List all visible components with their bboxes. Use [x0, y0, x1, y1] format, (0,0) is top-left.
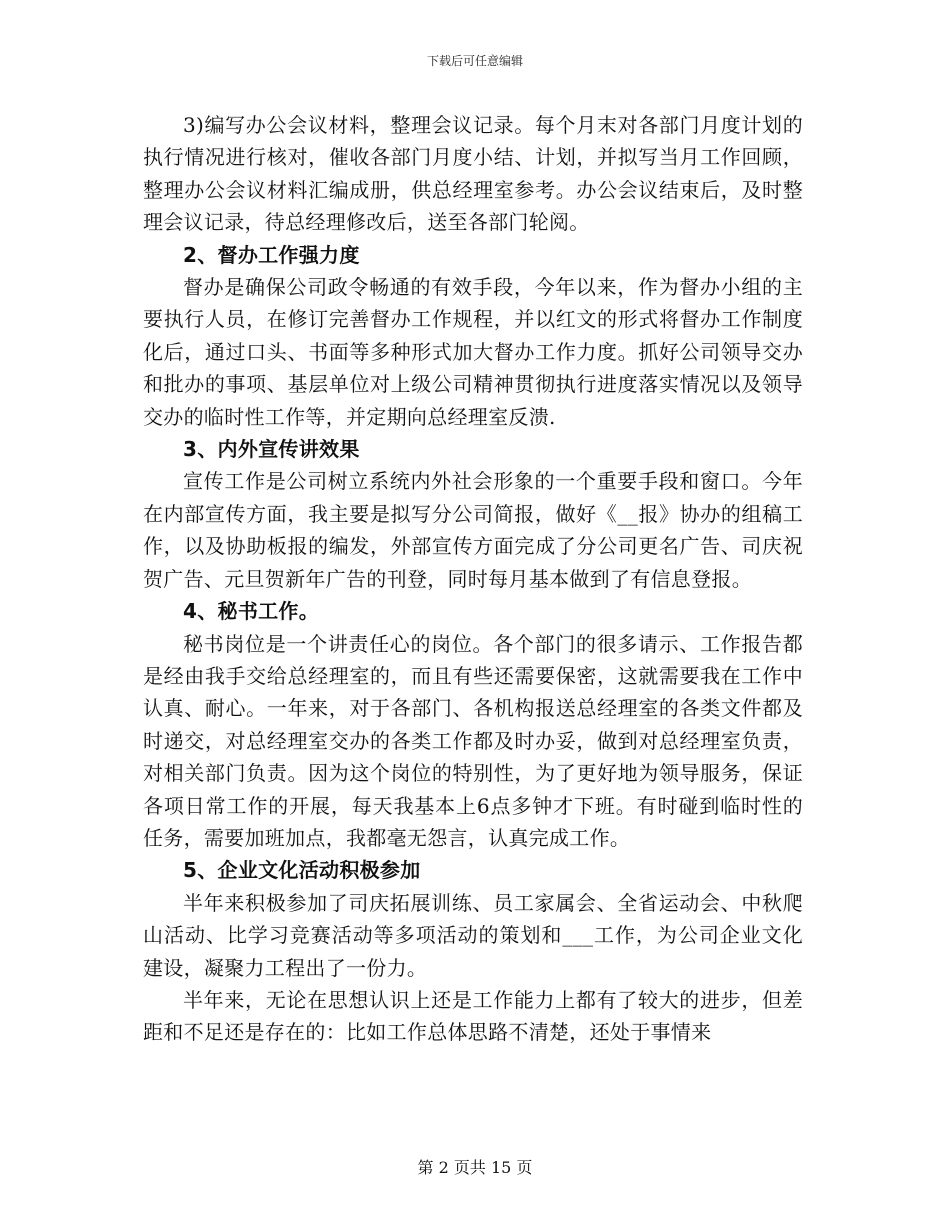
paragraph-publicity: 宣传工作是公司树立系统内外社会形象的一个重要手段和窗口。今年在内部宣传方面，我主要是拟写分公司简报，做好《__报》协办的组稿工作，以及协助板报的编发，外部宣传方面完成了分公司更名广告、司庆祝贺广告、元旦贺新年广告的刊登，同时每月基本做到了有信息登报。: [143, 469, 803, 591]
section-heading-secretary: 4、秘书工作。: [183, 599, 320, 624]
paragraph-supervision: 督办是确保公司政令畅通的有效手段，今年以来，作为督办小组的主要执行人员，在修订完善督办工作规程，并以红文的形式将督办工作制度化后，通过口头、书面等多种形式加大督办工作力度。抓好公司领导交办和批办的事项、基层单位对上级公司精神贯彻执行进度落实情况以及领导交办的临时性工作等，并定期向总经理室反溃.: [143, 275, 803, 429]
paragraph-meeting-materials: 3)编写办公会议材料，整理会议记录。每个月末对各部门月度计划的执行情况进行核对，催收各部门月度小结、计划，并拟写当月工作回顾，整理办公会议材料汇编成册，供总经理室参考。办公会议结束后，及时整理会议记录，待总经理修改后，送至各部门轮阅。: [143, 113, 803, 235]
document-body: [143, 109, 803, 1049]
paragraph-culture: 半年来积极参加了司庆拓展训练、员工家属会、全省运动会、中秋爬山活动、比学习竞赛活动等多项活动的策划和___工作，为公司企业文化建设，凝聚力工程出了一份力。: [143, 890, 803, 980]
page-footer: 第 2 页共 15 页: [417, 1158, 533, 1177]
paragraph-summary: 半年来，无论在思想认识上还是工作能力上都有了较大的进步，但差距和不足还是存在的：比如工作总体思路不清楚，还处于事情来: [143, 987, 803, 1045]
paragraph-secretary: 秘书岗位是一个讲责任心的岗位。各个部门的很多请示、工作报告都是经由我手交给总经理室的，而且有些还需要保密，这就需要我在工作中认真、耐心。一年来，对于各部门、各机构报送总经理室的各类文件都及时递交，对总经理室交办的各类工作都及时办妥，做到对总经理室负责，对相关部门负责。因为这个岗位的特别性，为了更好地为领导服务，保证各项日常工作的开展，每天我基本上6点多钟才下班。有时碰到临时性的任务，需要加班加点，我都毫无怨言，认真完成工作。: [143, 631, 803, 850]
section-heading-supervision: 2、督办工作强力度: [183, 242, 360, 267]
section-heading-culture: 5、企业文化活动积极参加: [183, 858, 421, 883]
header-note: 下载后可任意编辑: [426, 54, 523, 68]
section-heading-publicity: 3、内外宣传讲效果: [183, 437, 360, 462]
